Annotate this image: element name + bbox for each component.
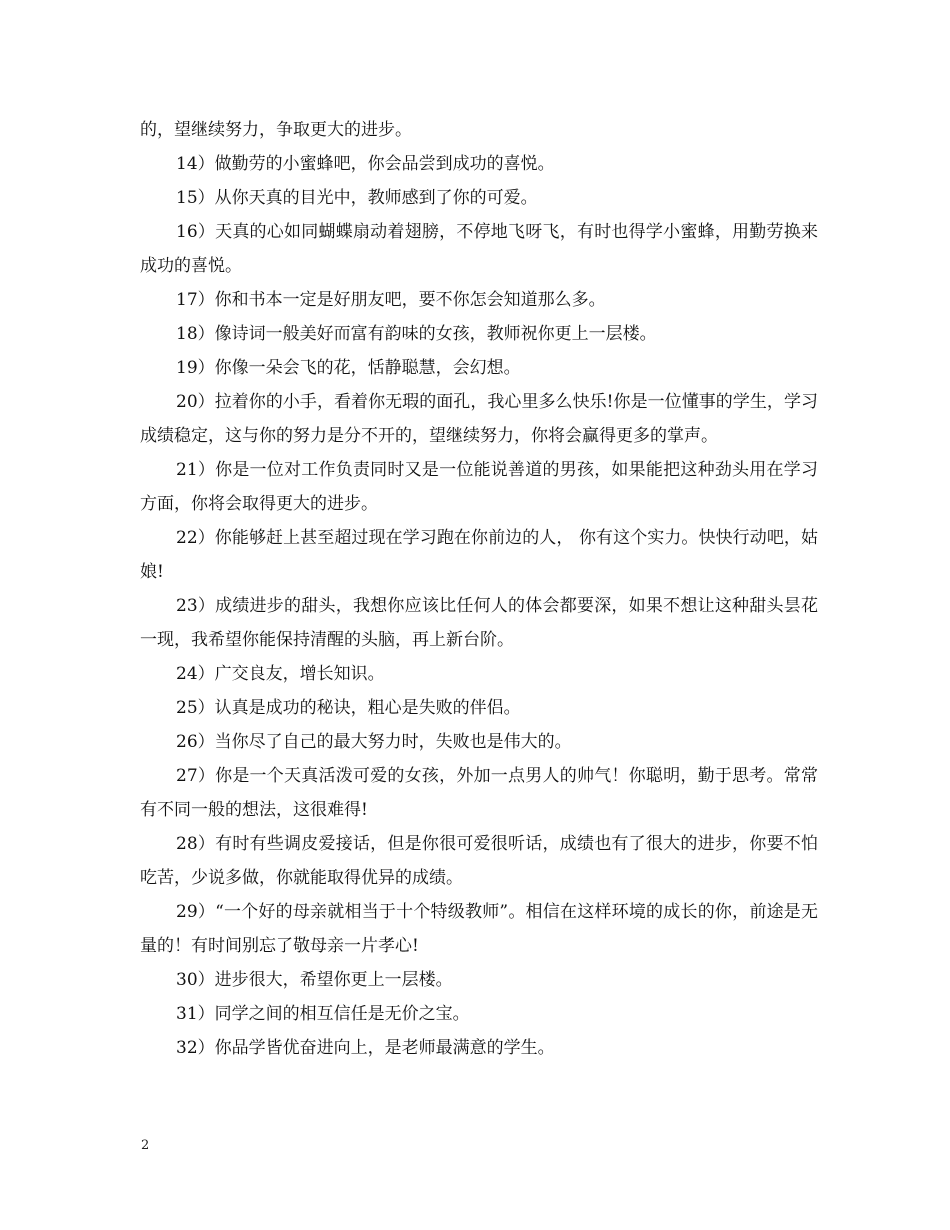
- paragraph-20: 20）拉着你的小手，看着你无瑕的面孔，我心里多么快乐!你是一位懂事的学生，学习成绩稳定，这与你的努力是分不开的，望继续努力，你将会赢得更多的掌声。: [140, 392, 818, 446]
- paragraph-25: 25）认真是成功的秘诀，粗心是失败的伴侣。: [176, 698, 521, 718]
- paragraph-14: 14）做勤劳的小蜜蜂吧，你会品尝到成功的喜悦。: [176, 154, 555, 174]
- paragraph-16: 16）天真的心如同蝴蝶扇动着翅膀，不停地飞呀飞，有时也得学小蜜蜂，用勤劳换来成功的喜悦。: [140, 222, 818, 276]
- paragraph-24: 24）广交良友，增长知识。: [176, 664, 385, 684]
- paragraph-19: 19）你像一朵会飞的花，恬静聪慧，会幻想。: [176, 358, 521, 378]
- paragraph-29: 29）“一个好的母亲就相当于十个特级教师”。相信在这样环境的成长的你，前途是无量的！有时间别忘了敬母亲一片孝心!: [140, 902, 818, 956]
- page-number: 2: [141, 1138, 150, 1153]
- paragraph-continuation: 的，望继续努力，争取更大的进步。: [140, 120, 412, 140]
- paragraph-21: 21）你是一位对工作负责同时又是一位能说善道的男孩，如果能把这种劲头用在学习方面，你将会取得更大的进步。: [140, 460, 818, 514]
- paragraph-23: 23）成绩进步的甜头，我想你应该比任何人的体会都要深，如果不想让这种甜头昙花一现，我希望你能保持清醒的头脑，再上新台阶。: [140, 596, 818, 650]
- paragraph-15: 15）从你天真的目光中，教师感到了你的可爱。: [176, 188, 538, 208]
- paragraph-26: 26）当你尽了自己的最大努力时，失败也是伟大的。: [176, 732, 572, 752]
- paragraph-17: 17）你和书本一定是好朋友吧，要不你怎会知道那么多。: [176, 290, 606, 310]
- paragraph-27: 27）你是一个天真活泼可爱的女孩，外加一点男人的帅气！你聪明，勤于思考。常常有不同一般的想法，这很难得!: [140, 766, 818, 820]
- paragraph-22: 22）你能够赶上甚至超过现在学习跑在你前边的人， 你有这个实力。快快行动吧，姑娘!: [140, 528, 818, 582]
- paragraph-32: 32）你品学皆优奋进向上，是老师最满意的学生。: [176, 1038, 555, 1058]
- paragraph-30: 30）进步很大，希望你更上一层楼。: [176, 970, 453, 990]
- paragraph-28: 28）有时有些调皮爱接话，但是你很可爱很听话，成绩也有了很大的进步，你要不怕吃苦，少说多做，你就能取得优异的成绩。: [140, 834, 818, 888]
- paragraph-18: 18）像诗词一般美好而富有韵味的女孩，教师祝你更上一层楼。: [176, 324, 657, 344]
- paragraph-31: 31）同学之间的相互信任是无价之宝。: [176, 1004, 470, 1024]
- document-body: [140, 113, 818, 1065]
